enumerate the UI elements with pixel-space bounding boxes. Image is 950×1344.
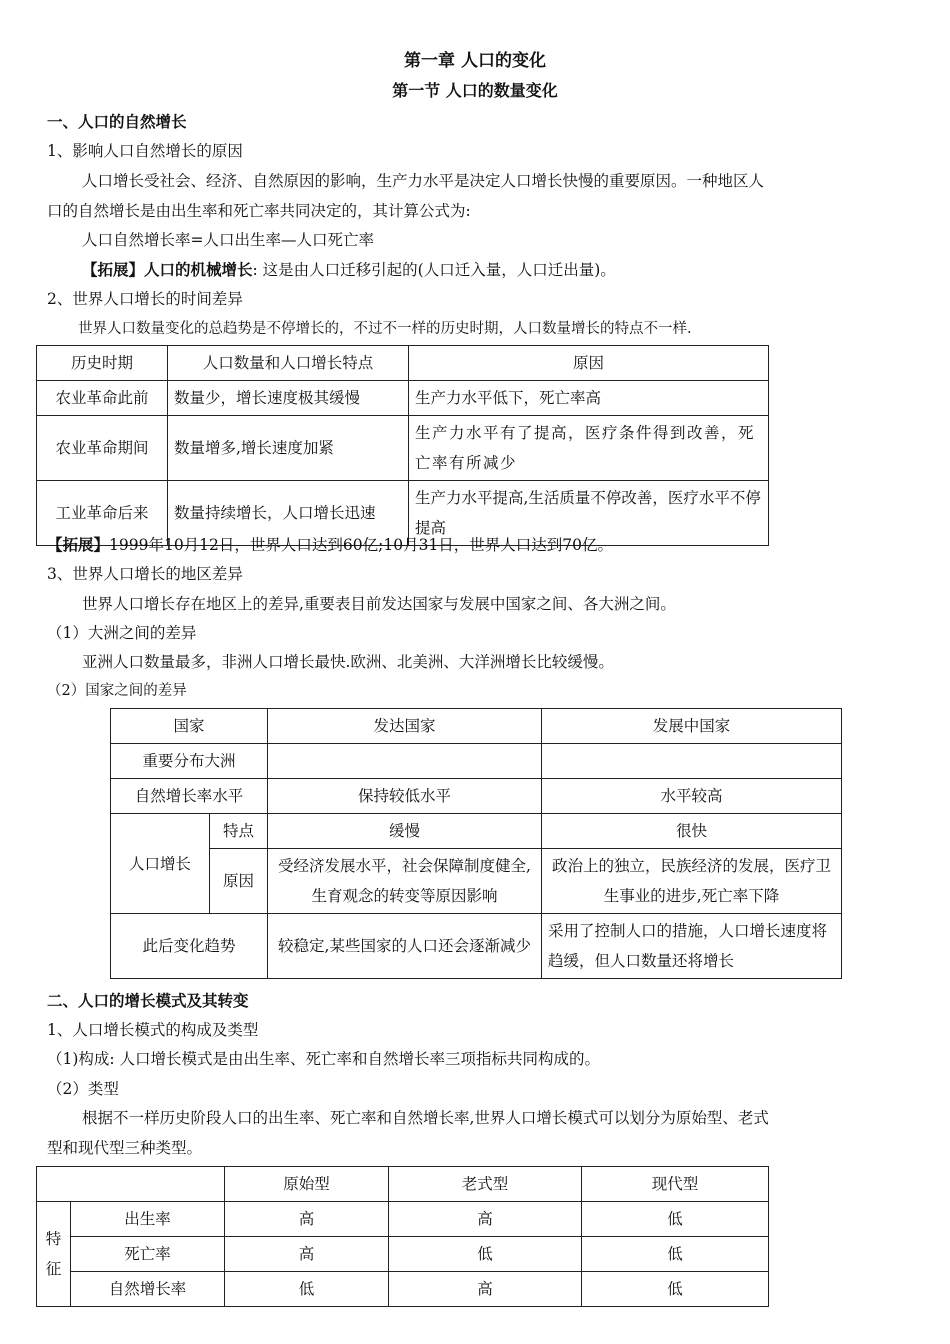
extension-tag: 【拓展】: [47, 535, 110, 554]
table-cell: 低: [582, 1272, 769, 1307]
table-cell: 高: [389, 1202, 582, 1237]
part1-heading: 一、人口的自然增长: [47, 112, 187, 131]
table-cell: 自然增长率: [71, 1272, 225, 1307]
table-group-cell: [37, 1202, 71, 1307]
extension-text: : 这是由人口迁移引起的(人口迁入量，人口迁出量)。: [252, 261, 616, 279]
table-cell: 生产力水平提高,生活质量不停改善，医疗水平不停提高: [409, 481, 769, 546]
sub3-title: 3、世界人口增长的地区差异: [47, 565, 243, 583]
table-row: [111, 779, 842, 814]
sub2-title: 2、世界人口增长的时间差异: [47, 290, 243, 308]
part2-paragraph-cont: 型和现代型三种类型。: [47, 1139, 203, 1157]
part2-paragraph: 根据不一样历史阶段人口的出生率、死亡率和自然增长率,世界人口增长模式可以划分为原始型、老式: [82, 1109, 769, 1127]
sub2-intro: 世界人口数量变化的总趋势是不停增长的，不过不一样的历史时期，人口数量增长的特点不一样.: [78, 321, 692, 337]
table-header-cell: 历史时期: [37, 346, 168, 381]
sub1-title: 1、影响人口自然增长的原因: [47, 142, 243, 160]
table-cell: 采用了控制人口的措施，人口增长速度将趋缓，但人口数量还将增长: [542, 914, 842, 979]
table-cell: 受经济发展水平，社会保障制度健全,生育观念的转变等原因影响: [268, 849, 542, 914]
table-cell: 自然增长率水平: [111, 779, 268, 814]
table-cell: 低: [389, 1237, 582, 1272]
time-difference-table: [36, 345, 769, 546]
table-group-cell: 人口增长: [111, 814, 210, 914]
table-header-cell: 发展中国家: [542, 709, 842, 744]
table-cell: 很快: [542, 814, 842, 849]
group-char: 特: [45, 1230, 62, 1248]
extension-note-1: [82, 259, 616, 281]
sub3-intro: 世界人口增长存在地区上的差异,重要表目前发达国家与发展中国家之间、各大洲之间。: [82, 595, 676, 613]
formula: 人口自然增长率=人口出生率—人口死亡率: [82, 231, 374, 249]
table-header-cell: 老式型: [389, 1167, 582, 1202]
sub3-item1-text: 亚洲人口数量最多，非洲人口增长最快.欧洲、北美洲、大洋洲增长比较缓慢。: [82, 653, 614, 671]
extension-text: 1999年10月12日，世界人口达到60亿;10月31日，世界人口达到70亿。: [109, 536, 614, 554]
table-cell: 数量持续增长，人口增长迅速: [168, 481, 409, 546]
table-cell: 此后变化趋势: [111, 914, 268, 979]
table-cell: 低: [582, 1237, 769, 1272]
table-cell: 政治上的独立，民族经济的发展，医疗卫生事业的进步,死亡率下降: [542, 849, 842, 914]
growth-model-table: [36, 1166, 769, 1307]
table-cell: 农业革命此前: [37, 381, 168, 416]
table-row: [37, 1237, 769, 1272]
table-cell: [268, 744, 542, 779]
table-header-cell: [37, 1167, 225, 1202]
part2-item2-title: （2）类型: [47, 1080, 119, 1098]
table-header-cell: 国家: [111, 709, 268, 744]
table-cell: 死亡率: [71, 1237, 225, 1272]
table-cell: 水平较高: [542, 779, 842, 814]
table-header-cell: 现代型: [582, 1167, 769, 1202]
part2-item1: （1)构成: 人口增长模式是由出生率、死亡率和自然增长率三项指标共同构成的。: [47, 1050, 601, 1068]
table-cell: 工业革命后来: [37, 481, 168, 546]
table-cell: 保持较低水平: [268, 779, 542, 814]
group-char: 征: [45, 1260, 62, 1278]
table-cell: 高: [225, 1202, 389, 1237]
table-cell: 低: [582, 1202, 769, 1237]
table-cell: 高: [389, 1272, 582, 1307]
table-row: [37, 416, 769, 481]
table-row: [37, 1202, 769, 1237]
part2-sub1-title: 1、人口增长模式的构成及类型: [47, 1021, 259, 1039]
table-cell: 数量增多,增长速度加紧: [168, 416, 409, 481]
table-row: [37, 381, 769, 416]
table-header-row: [37, 1167, 769, 1202]
table-cell: 重要分布大洲: [111, 744, 268, 779]
table-row: [37, 1272, 769, 1307]
extension-note-2: [47, 534, 613, 556]
table-cell: 生产力水平低下，死亡率高: [409, 381, 769, 416]
table-cell: 数量少，增长速度极其缓慢: [168, 381, 409, 416]
table-cell: 特点: [210, 814, 268, 849]
country-difference-table: [110, 708, 842, 979]
extension-tag: 【拓展】: [82, 260, 145, 279]
extension-term: 人口的机械增长: [144, 260, 253, 279]
sub3-item2-title: （2）国家之间的差异: [47, 683, 187, 699]
table-cell: 缓慢: [268, 814, 542, 849]
table-header-row: [37, 346, 769, 381]
table-row: [111, 849, 842, 914]
sub1-paragraph-cont: 口的自然增长是由出生率和死亡率共同决定的，其计算公式为:: [47, 202, 471, 220]
table-header-cell: 原因: [409, 346, 769, 381]
table-header-row: [111, 709, 842, 744]
table-cell: 较稳定,某些国家的人口还会逐渐减少: [268, 914, 542, 979]
table-header-cell: 原始型: [225, 1167, 389, 1202]
table-row: [111, 744, 842, 779]
part2-heading: 二、人口的增长模式及其转变: [47, 991, 249, 1010]
table-cell: 农业革命期间: [37, 416, 168, 481]
table-cell: 高: [225, 1237, 389, 1272]
table-cell: 生产力水平有了提高，医疗条件得到改善，死亡率有所减少: [409, 416, 769, 481]
table-cell: [542, 744, 842, 779]
table-row: [111, 814, 842, 849]
section-title: 第一节 人口的数量变化: [392, 81, 558, 100]
sub1-paragraph: 人口增长受社会、经济、自然原因的影响，生产力水平是决定人口增长快慢的重要原因。一种地区人: [82, 172, 765, 190]
table-row: [111, 914, 842, 979]
table-header-cell: 发达国家: [268, 709, 542, 744]
table-cell: 原因: [210, 849, 268, 914]
table-header-cell: 人口数量和人口增长特点: [168, 346, 409, 381]
chapter-title: 第一章 人口的变化: [404, 51, 546, 71]
table-cell: 出生率: [71, 1202, 225, 1237]
sub3-item1-title: （1）大洲之间的差异: [47, 624, 197, 642]
table-cell: 低: [225, 1272, 389, 1307]
